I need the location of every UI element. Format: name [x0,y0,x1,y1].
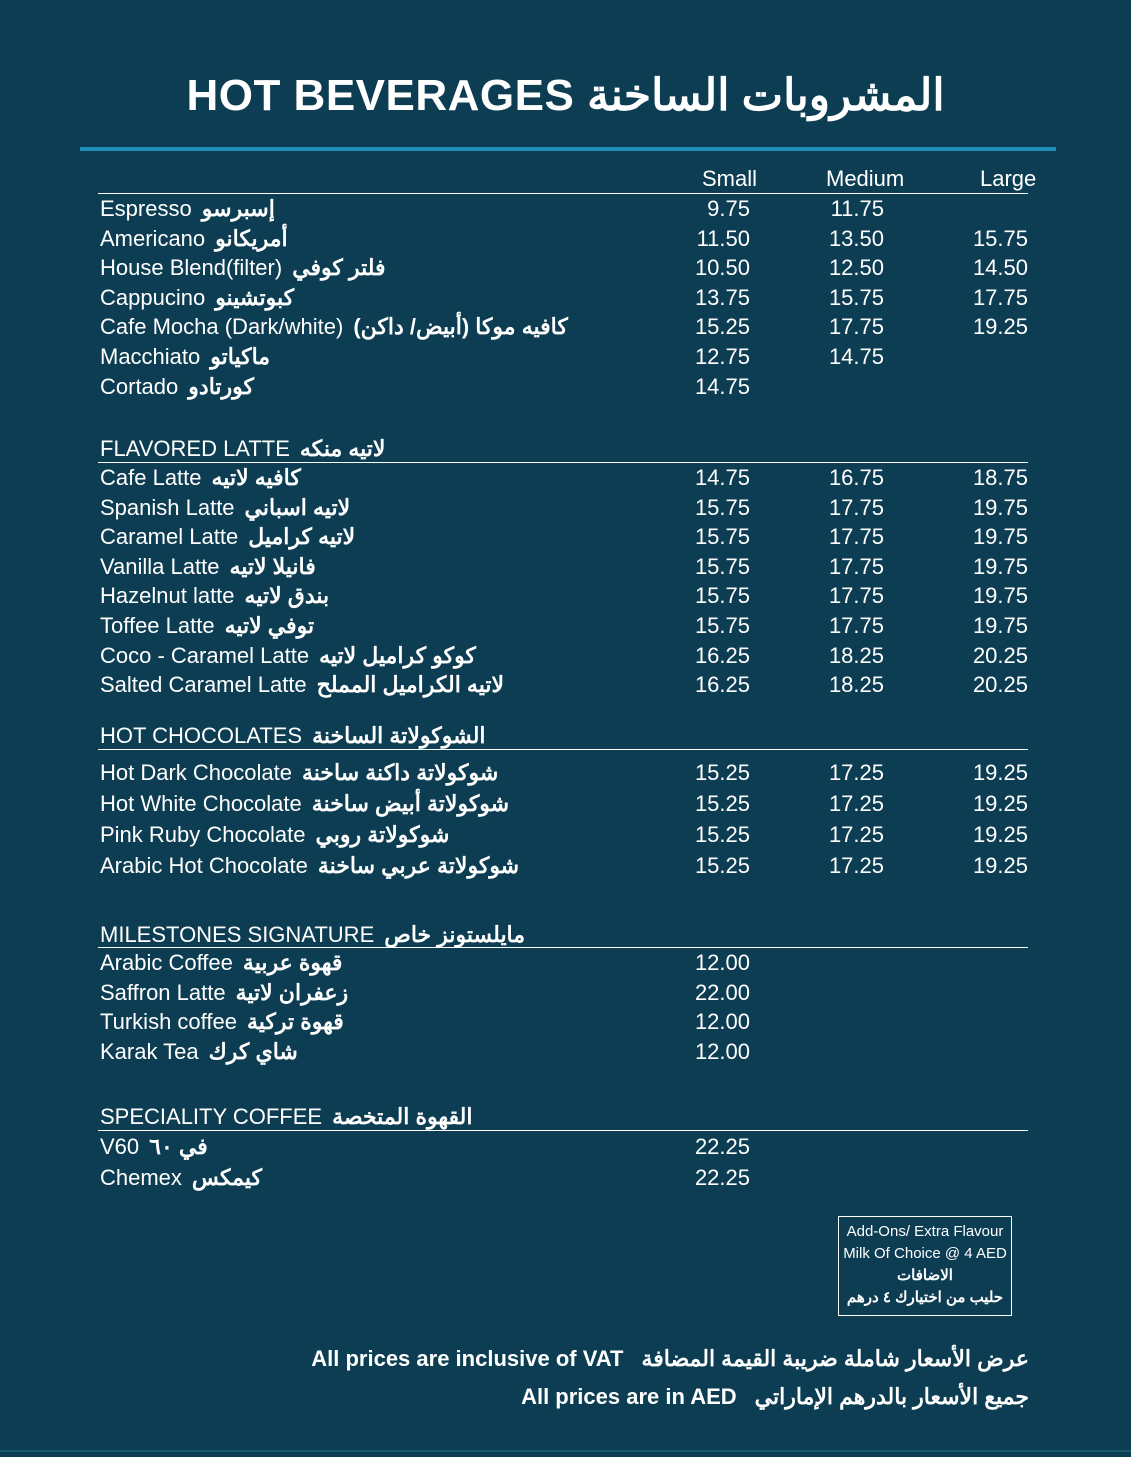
menu-item-name [100,495,350,521]
price-small: 9.75 [707,196,750,221]
price-medium: 18.25 [828,672,884,698]
price-medium: 13.50 [828,225,884,251]
vat-note-en: All prices are inclusive of VAT [311,1346,624,1371]
menu-item-name-ar: شوكولاتة روبي [315,822,450,847]
price-large: 18.75 [972,465,1028,490]
price-large: 15.75 [972,225,1028,251]
menu-item-name-ar: زعفران لاتية [235,979,349,1005]
price-small: 15.25 [694,791,750,816]
price-large: 19.75 [972,613,1028,638]
price-small: 12.75 [694,344,750,369]
price-medium: 17.75 [828,314,884,340]
menu-item-row [0,226,1131,256]
column-header-medium: Medium [826,166,905,191]
menu-item-name-en: Karak Tea [100,1038,199,1064]
menu-item-row [0,672,1131,702]
page-title: HOT BEVERAGES المشروبات الساخنة [186,71,945,120]
section-heading-en: FLAVORED LATTE [100,436,290,461]
menu-item-name [100,791,509,817]
menu-item-name [100,1039,298,1065]
addons-line: Milk Of Choice @ 4 AED [843,1245,1007,1262]
addons-line: الاضافات [897,1267,953,1284]
price-small: 14.75 [694,373,750,399]
section-heading-ar: مايلستونز خاص [384,922,526,947]
menu-item-name-en: Hot White Chocolate [100,791,302,816]
menu-item-row [0,1165,1131,1195]
menu-item-name-ar: كافيه موكا (أبيض/ داكن) [353,314,568,340]
price-medium: 17.75 [828,553,884,579]
price-large: 19.25 [972,314,1028,340]
section-heading-ar: لاتيه منكه [299,436,386,461]
price-large: 19.75 [972,494,1028,520]
menu-item-name [100,980,348,1006]
menu-item-row [0,255,1131,285]
menu-item-row [0,643,1131,673]
menu-item-row [0,374,1131,404]
price-small: 12.00 [694,1009,750,1034]
addons-line: Add-Ons/ Extra Flavour [846,1223,1004,1240]
price-small: 11.50 [696,225,750,251]
price-small: 12.00 [694,950,750,975]
menu-item-name-en: Spanish Latte [100,494,235,520]
section-divider [98,462,1028,463]
menu-item-name [100,643,476,669]
section-heading-hot-chocolates [100,723,486,749]
menu-item-name-ar: لاتيه كراميل [248,524,356,550]
menu-item-row [0,791,1131,821]
menu-item-name-ar: أمريكانو [215,225,288,251]
menu-item-row [0,314,1131,344]
menu-item-row [0,853,1131,883]
menu-item-name-ar: شوكولاتة أبيض ساخنة [311,791,510,816]
menu-item-name-ar: كورتادو [188,373,254,399]
price-medium: 17.25 [828,791,884,816]
price-large: 19.25 [972,822,1028,847]
price-small: 15.75 [694,494,750,520]
price-large: 20.25 [972,642,1028,668]
section-divider [98,947,1028,948]
price-medium: 17.25 [828,760,884,785]
price-medium: 14.75 [828,344,884,369]
menu-item-row [0,524,1131,554]
section-heading-flavored-latte [100,436,385,462]
menu-item-row [0,583,1131,613]
menu-item-name-ar: كبوتشينو [215,284,295,310]
menu-item-name-en: Salted Caramel Latte [100,672,307,698]
addons-line: حليب من اختيارك ٤ درهم [846,1289,1004,1306]
section-heading-speciality-coffee [100,1104,472,1130]
section-heading-ar: الشوكولاتة الساخنة [312,723,486,748]
menu-item-name [100,196,275,222]
menu-item-row [0,822,1131,852]
menu-item-name [100,583,329,609]
price-small: 15.25 [694,314,750,340]
menu-item-row [0,495,1131,525]
menu-item-name-en: Cafe Latte [100,465,202,490]
price-small: 15.75 [694,524,750,550]
menu-item-row [0,950,1131,980]
section-heading-en: SPECIALITY COFFEE [100,1104,323,1129]
menu-item-name-en: Cappucino [100,284,206,310]
column-header-small: Small [702,166,758,191]
price-small: 22.25 [694,1134,750,1159]
menu-item-name-en: Hazelnut latte [100,583,235,609]
section-divider [98,749,1028,750]
menu-item-name [100,613,314,639]
menu-item-row [0,613,1131,643]
price-large: 19.75 [972,524,1028,550]
menu-item-name [100,524,355,550]
menu-item-row [0,980,1131,1010]
price-medium: 11.75 [830,196,884,221]
price-medium: 15.75 [828,284,884,310]
price-small: 15.75 [694,583,750,609]
menu-item-name-ar: قهوة عربية [242,950,343,975]
menu-item-name-ar: توفي لاتيه [224,613,315,638]
menu-item-name-en: V60 [100,1134,140,1159]
menu-item-name [100,374,254,400]
menu-item-name-en: Cortado [100,373,179,399]
menu-item-name-ar: فلتر كوفي [292,255,386,281]
bottom-divider [0,1450,1131,1452]
price-large: 19.75 [972,583,1028,609]
section-divider [98,1130,1028,1131]
menu-item-name [100,344,270,370]
menu-item-name [100,314,568,340]
section-heading-en: HOT CHOCOLATES [100,723,303,748]
menu-item-row [0,554,1131,584]
menu-item-name [100,285,294,311]
price-small: 16.25 [694,672,750,698]
menu-item-name [100,760,498,786]
menu-item-name-ar: شوكولاتة داكنة ساخنة [301,760,499,785]
menu-item-row [0,1134,1131,1164]
price-medium: 16.75 [828,465,884,490]
price-medium: 17.25 [828,853,884,878]
menu-item-row [0,1009,1131,1039]
menu-item-name [100,672,504,698]
addons-box [838,1216,1012,1316]
price-large: 20.25 [972,672,1028,698]
price-small: 14.75 [694,465,750,490]
price-small: 15.25 [694,760,750,785]
price-medium: 17.75 [828,494,884,520]
menu-item-name-en: Arabic Hot Chocolate [100,853,308,878]
menu-item-name-en: Arabic Coffee [100,950,233,975]
menu-item-name [100,226,288,252]
menu-item-row [0,344,1131,374]
menu-item-row [0,1039,1131,1069]
menu-item-name-en: Macchiato [100,344,201,369]
price-small: 15.25 [694,822,750,847]
section-heading-en: MILESTONES SIGNATURE [100,922,375,947]
menu-item-name-en: House Blend(filter) [100,255,283,281]
menu-item-name [100,255,386,281]
menu-item-name-ar: شاي كرك [208,1038,298,1064]
menu-item-name-ar: لاتيه الكراميل المملح [316,672,505,698]
price-small: 15.25 [694,853,750,878]
price-large: 14.50 [972,255,1028,281]
price-small: 15.75 [694,553,750,579]
vat-note-ar: عرض الأسعار شاملة ضريبة القيمة المضافة [641,1346,1029,1371]
menu-item-name-en: Pink Ruby Chocolate [100,822,306,847]
title-divider [80,147,1056,151]
menu-item-name-en: Chemex [100,1165,182,1190]
menu-item-name [100,554,316,580]
menu-item-name-en: Toffee Latte [100,613,215,638]
price-medium: 12.50 [828,255,884,281]
menu-item-name [100,1165,262,1191]
menu-item-name [100,853,519,879]
menu-item-name-en: Espresso [100,196,192,221]
currency-note-en: All prices are in AED [521,1384,737,1409]
price-medium: 18.25 [828,642,884,668]
price-medium: 17.25 [828,822,884,847]
menu-item-name-ar: في ٦٠ [149,1134,208,1159]
menu-item-name-en: Hot Dark Chocolate [100,760,292,785]
vat-note [311,1346,1029,1372]
price-large: 19.75 [972,553,1028,579]
menu-item-name-ar: فانيلا لاتيه [229,553,316,579]
menu-item-name-ar: شوكولاتة عربي ساخنة [317,853,520,878]
price-small: 22.25 [694,1165,750,1190]
menu-item-name-en: Vanilla Latte [100,553,220,579]
menu-item-name-ar: إسبرسو [201,196,275,221]
menu-item-row [0,465,1131,495]
price-small: 16.25 [694,642,750,668]
menu-item-row [0,760,1131,790]
menu-item-name-ar: ماكياتو [210,344,271,369]
menu-item-name-ar: قهوة تركية [246,1009,344,1034]
menu-item-name-en: Coco - Caramel Latte [100,642,310,668]
menu-item-name [100,822,449,848]
menu-item-name-ar: كوكو كراميل لاتيه [319,642,476,668]
menu-item-row [0,196,1131,226]
menu-item-name-en: Cafe Mocha (Dark/white) [100,314,344,340]
menu-item-name [100,1009,344,1035]
menu-item-name-ar: كيمكس [191,1165,262,1190]
menu-item-name-ar: كافيه لاتيه [211,465,301,490]
price-small: 10.50 [694,255,750,281]
menu-item-name-en: Americano [100,225,206,251]
column-header-divider [98,193,1028,194]
price-large: 19.25 [972,853,1028,878]
menu-item-name [100,1134,208,1160]
menu-item-name-ar: بندق لاتيه [244,583,330,609]
menu-item-name-ar: لاتيه اسباني [244,494,351,520]
price-medium: 17.75 [828,613,884,638]
price-small: 13.75 [694,284,750,310]
currency-note-ar: جميع الأسعار بالدرهم الإماراتي [754,1384,1029,1409]
price-small: 12.00 [694,1038,750,1064]
menu-item-name [100,950,342,976]
price-large: 19.25 [972,791,1028,816]
price-large: 19.25 [972,760,1028,785]
price-large: 17.75 [972,284,1028,310]
price-small: 22.00 [694,979,750,1005]
menu-item-name [100,465,301,491]
menu-item-row [0,285,1131,315]
menu-item-name-en: Saffron Latte [100,979,226,1005]
menu-item-name-en: Turkish coffee [100,1009,237,1034]
menu-item-name-en: Caramel Latte [100,524,239,550]
price-medium: 17.75 [828,524,884,550]
section-heading-ar: القهوة المتخصة [332,1104,473,1129]
price-small: 15.75 [694,613,750,638]
column-header-large: Large [980,166,1037,191]
price-medium: 17.75 [828,583,884,609]
section-heading-milestones-signature [100,922,525,948]
currency-note [521,1384,1029,1410]
